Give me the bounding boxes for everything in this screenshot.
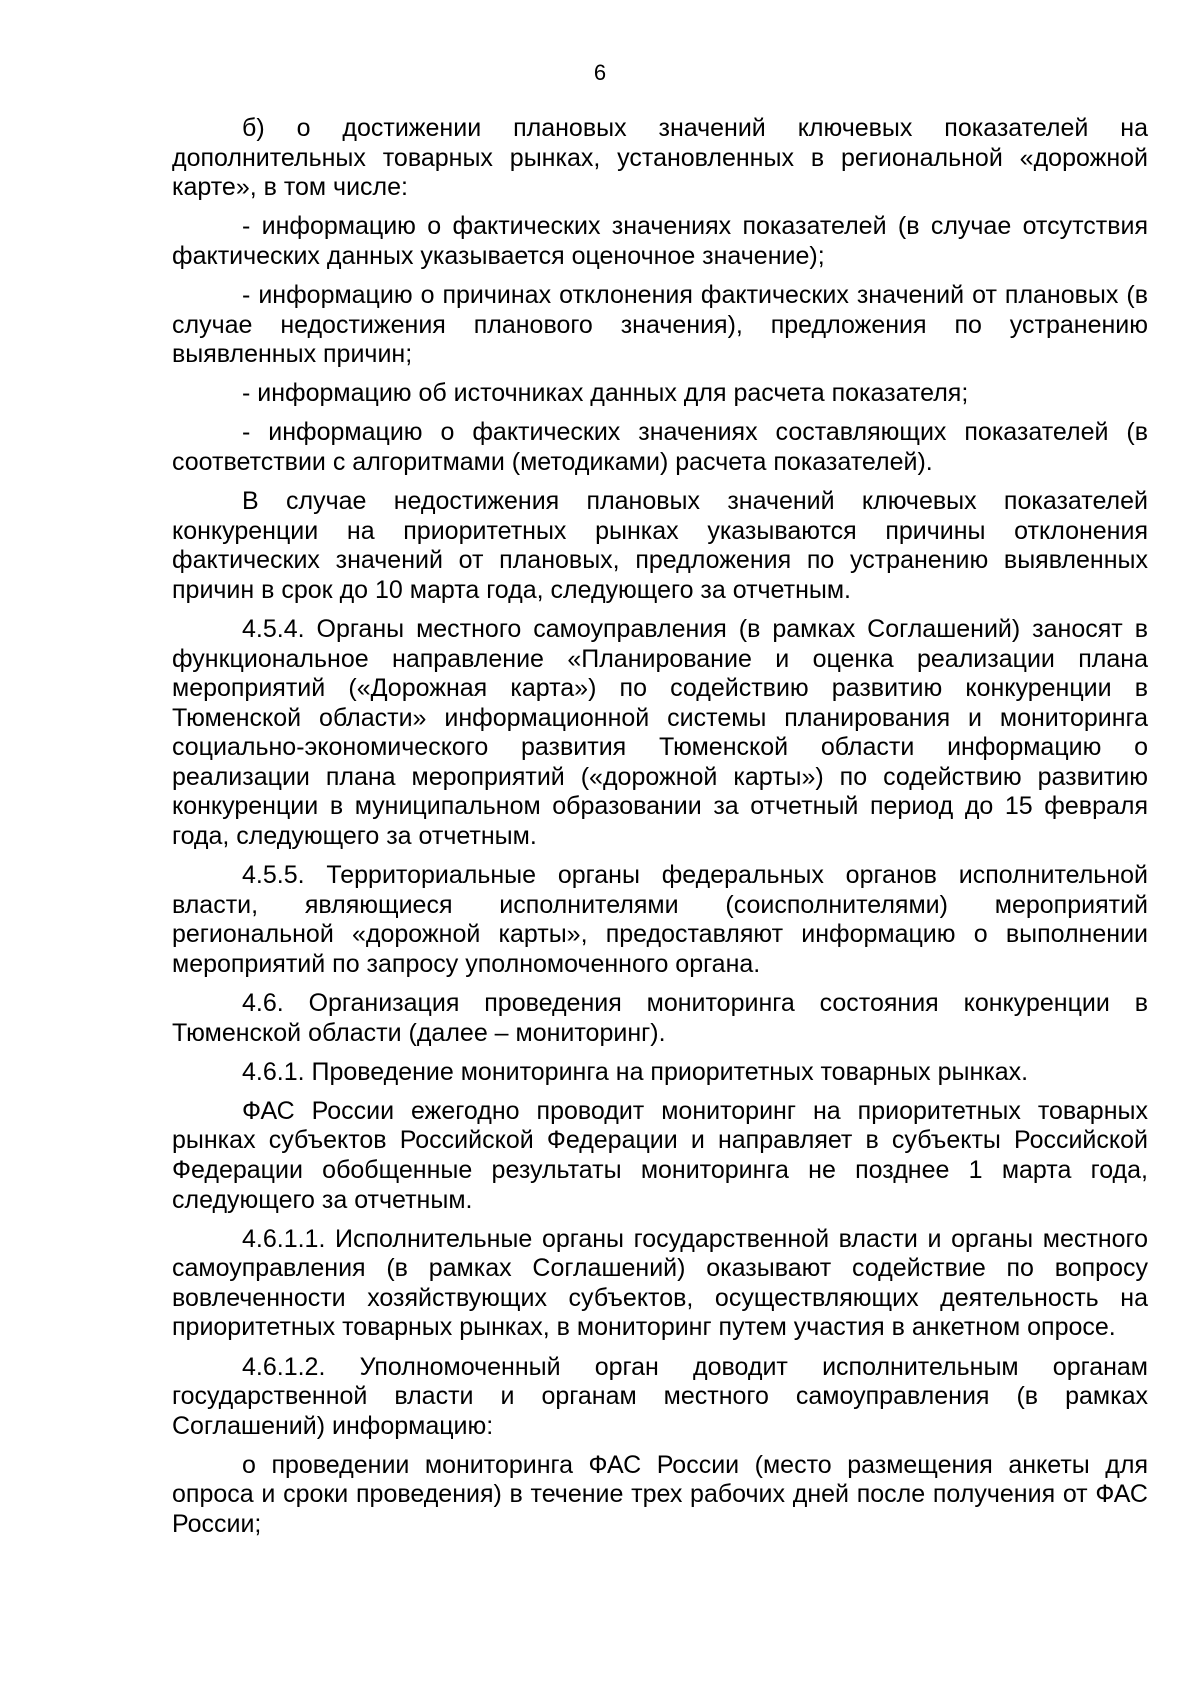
paragraph-data-sources: - информацию об источниках данных для расчета показателя;	[242, 379, 969, 408]
paragraph-b-key-indicators: б) о достижении плановых значений ключевых показателей на дополнительных товарных рынках, установленных в региональной «дорожной карте», в том числе:	[172, 114, 1148, 202]
paragraph-component-values: - информацию о фактических значениях составляющих показателей (в соответствии с алгоритмами (методиками) расчета показателей).	[172, 418, 1148, 476]
paragraph-4-5-5: 4.5.5. Территориальные органы федеральных органов исполнительной власти, являющиеся исполнителями (соисполнителями) мероприятий региональной «дорожной карты», предоставляют информацию о выполнении мероприятий по запросу уполномоченного органа.	[172, 861, 1148, 978]
document-body	[172, 114, 1148, 1549]
page-number: 6	[593, 60, 607, 85]
paragraph-non-achievement: В случае недостижения плановых значений ключевых показателей конкуренции на приоритетных рынках указываются причины отклонения фактических значений от плановых, предложения по устранению выявленных причин в срок до 10 марта года, следующего за отчетным.	[172, 487, 1148, 604]
paragraph-deviation-reasons: - информацию о причинах отклонения фактических значений от плановых (в случае недостижения планового значения), предложения по устранению выявленных причин;	[172, 280, 1148, 369]
paragraph-4-5-4: 4.5.4. Органы местного самоуправления (в рамках Соглашений) заносят в функциональное направление «Планирование и оценка реализации плана мероприятий («Дорожная карта») по содействию развитию конкуренции в Тюменской области» информационной системы планирования и мониторинга социально-экономического развития Тюменской области информацию о реализации плана мероприятий («дорожной карты») по содействию развитию конкуренции в муниципальном образовании за отчетный период до 15 февраля года, следующего за отчетным.	[172, 614, 1148, 851]
paragraph-4-6-1-1: 4.6.1.1. Исполнительные органы государственной власти и органы местного самоуправления (в рамках Соглашений) оказывают содействие по вопросу вовлеченности хозяйствующих субъектов, осуществляющих деятельность на приоритетных товарных рынках, в мониторинг путем участия в анкетном опросе.	[172, 1224, 1148, 1342]
paragraph-4-6-1: 4.6.1. Проведение мониторинга на приоритетных товарных рынках.	[242, 1057, 1029, 1086]
paragraph-actual-values: - информацию о фактических значениях показателей (в случае отсутствия фактических данных указывается оценочное значение);	[172, 212, 1148, 270]
paragraph-fas-monitoring: ФАС России ежегодно проводит мониторинг на приоритетных товарных рынках субъектов Российской Федерации и направляет в субъекты Российской Федерации обобщенные результаты мониторинга не позднее 1 марта года, следующего за отчетным.	[172, 1096, 1148, 1214]
paragraph-4-6: 4.6. Организация проведения мониторинга состояния конкуренции в Тюменской области (далее – мониторинг).	[172, 989, 1148, 1047]
paragraph-fas-survey-info: о проведении мониторинга ФАС России (место размещения анкеты для опроса и сроки проведения) в течение трех рабочих дней после получения от ФАС России;	[172, 1450, 1148, 1539]
paragraph-4-6-1-2: 4.6.1.2. Уполномоченный орган доводит исполнительным органам государственной власти и органам местного самоуправления (в рамках Соглашений) информацию:	[172, 1352, 1148, 1440]
